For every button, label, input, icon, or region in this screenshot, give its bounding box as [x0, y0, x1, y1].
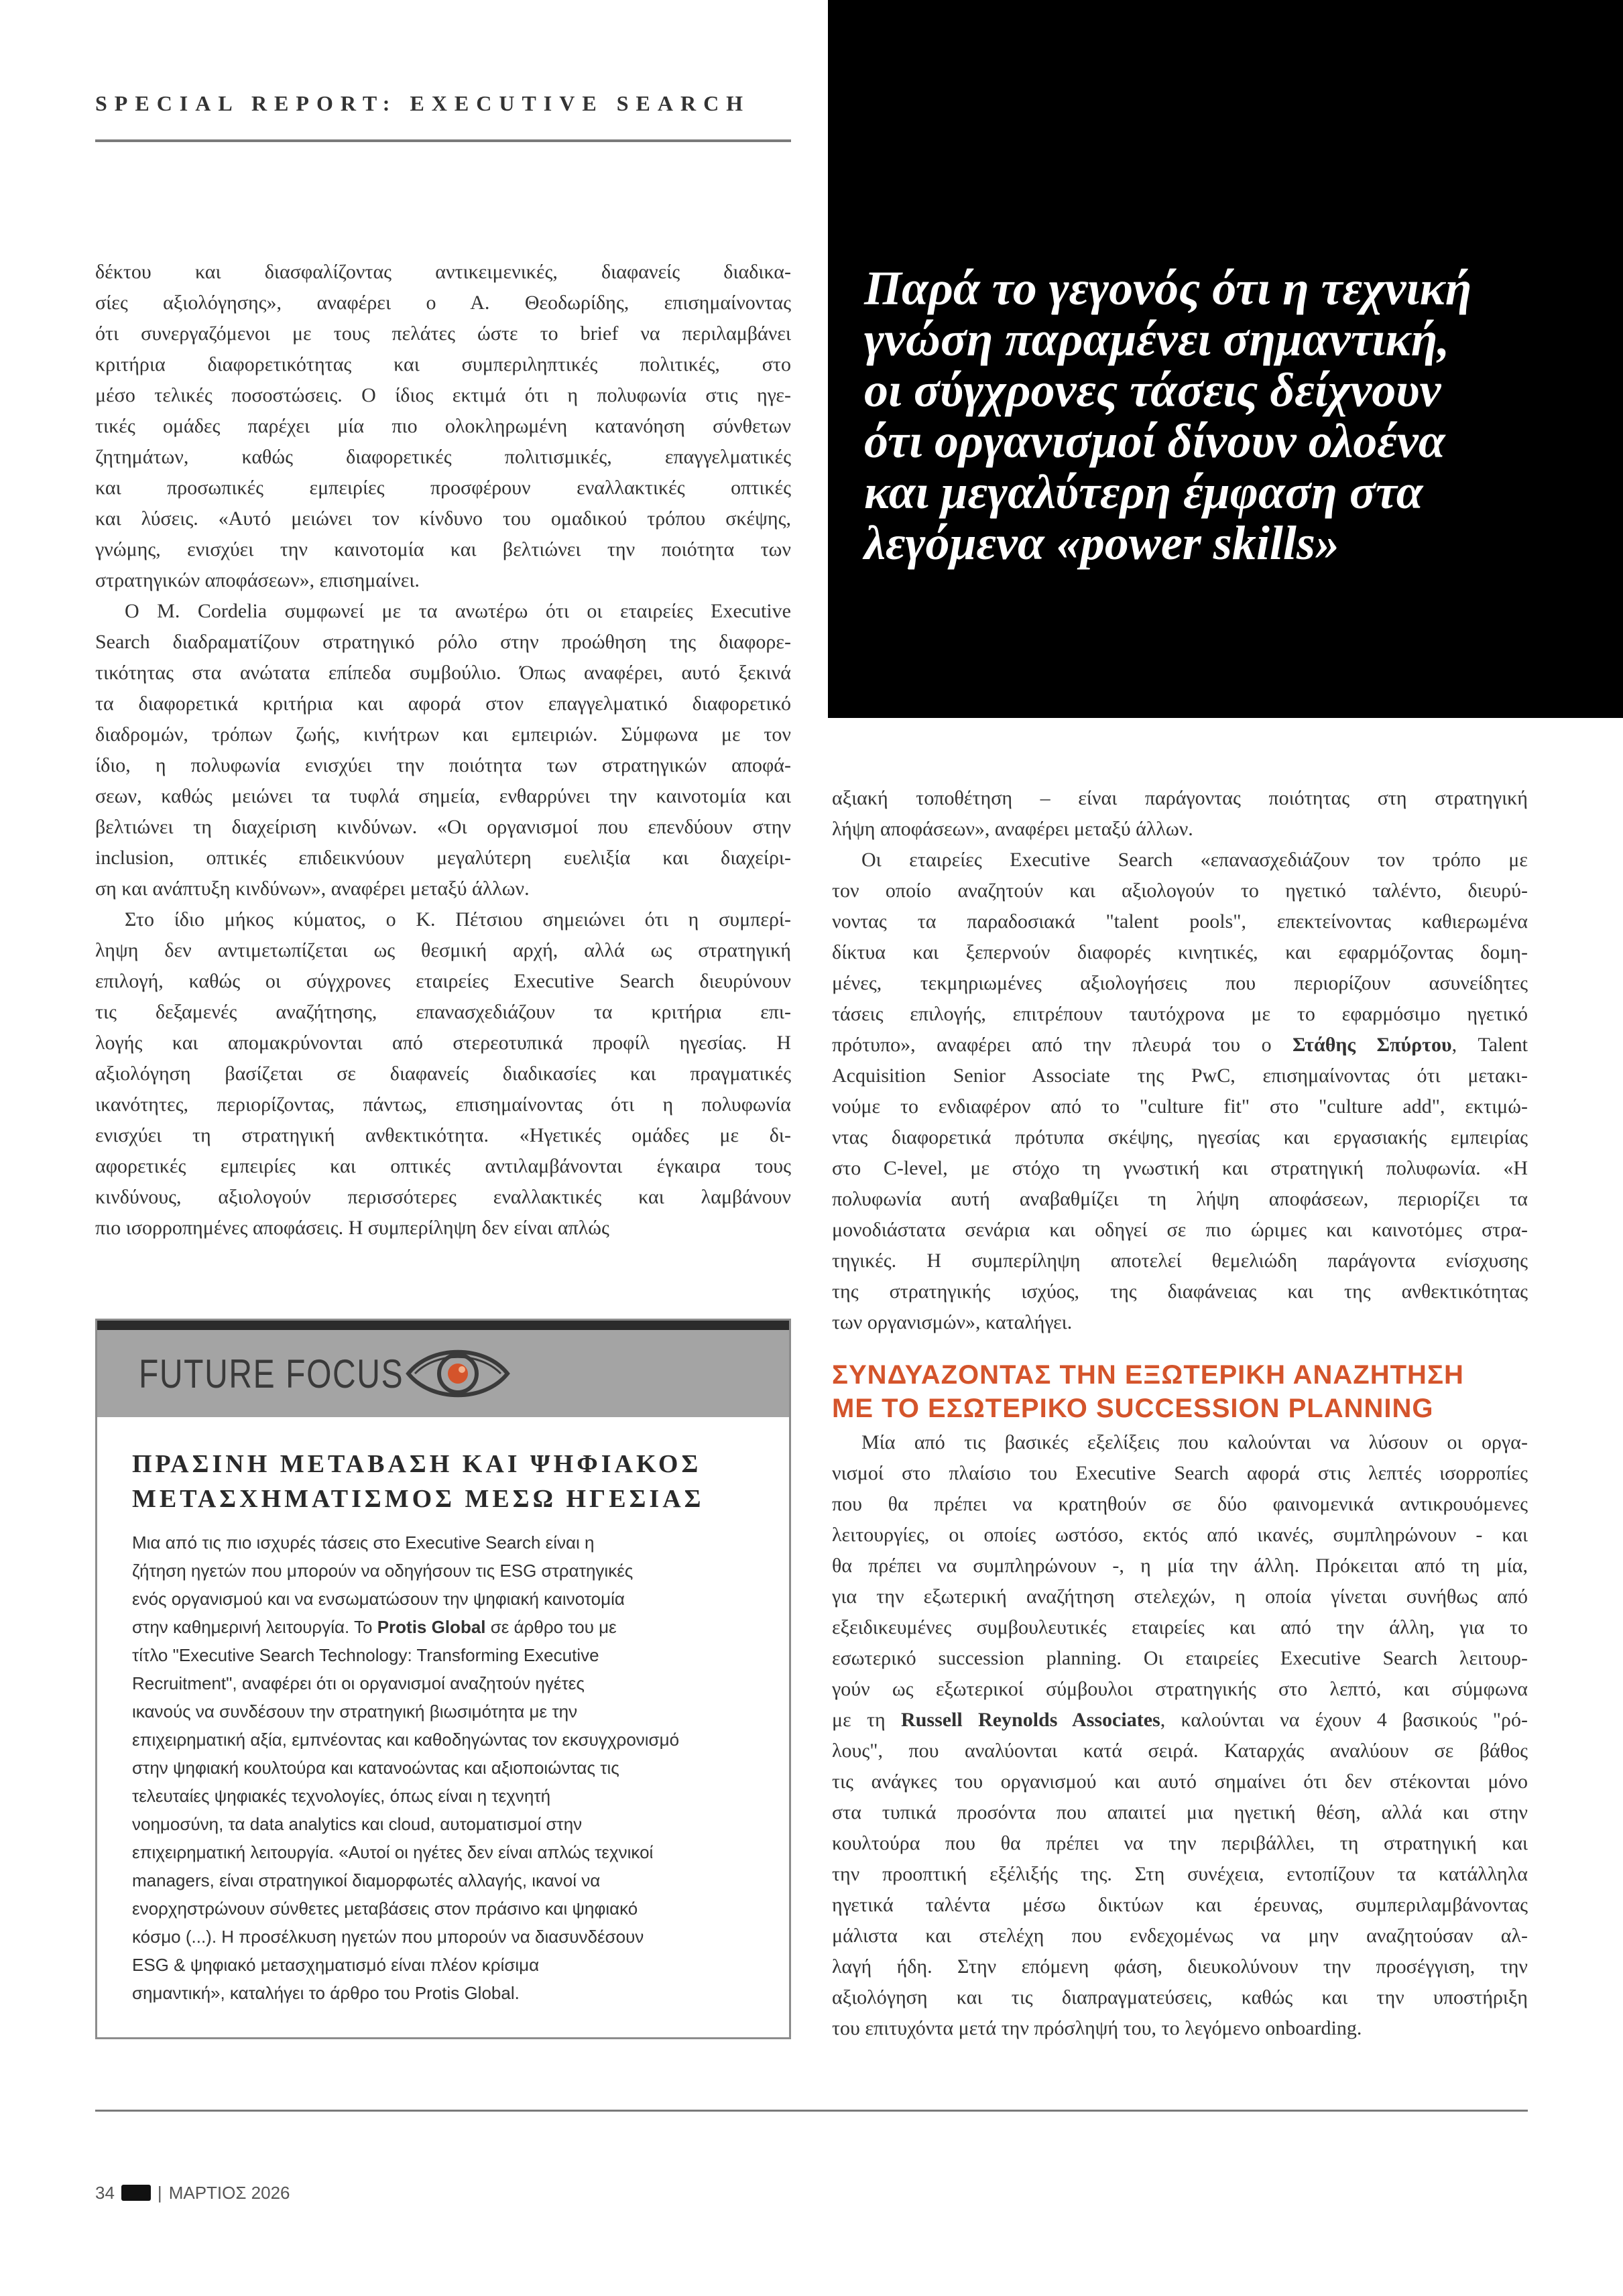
text-line: του επιτυχόντα μετά την πρόσληψή του, το λεγόμενο onboarding. — [832, 2017, 1362, 2039]
future-focus-text — [132, 1528, 762, 2007]
text-run: , Talent — [1451, 1034, 1528, 1056]
text-line: λογής και απομακρύνονται από στερεοτυπικά προφίλ ηγεσίας. Η — [95, 1032, 791, 1054]
text-line: επιχειρηματική αξία, εμπνέοντας και καθοδηγώντας τον εκσυγχρονισμό — [132, 1730, 680, 1750]
text-line: ενός οργανισμού και να ενσωματώσουν την ψηφιακή καινοτομία — [132, 1589, 625, 1609]
text-line: ντας διαφορετικά πρότυπα σκέψης, ηγεσίας και εργασιακής εμπειρίας — [832, 1126, 1528, 1148]
text-line: Ο Μ. Cordelia συμφωνεί με τα ανωτέρω ότι οι εταιρείες Executive — [125, 600, 791, 622]
text-line: των οργανισμών», καταλήγει. — [832, 1311, 1073, 1333]
text-line: ίδιο, η πολυφωνία ενισχύει την ποιότητα των στρατηγικών αποφά- — [95, 754, 791, 776]
text-line: managers, είναι στρατηγικοί διαμορφωτές αλλαγής, ικανοί να — [132, 1870, 601, 1890]
text-line: ESG & ψηφιακό μετασχηματισμό είναι πλέον κρίσιμα — [132, 1955, 540, 1975]
text-line: νισμοί στο πλαίσιο του Executive Search αφορά στις λεπτές ισορροπίες — [832, 1462, 1528, 1484]
future-focus-label: FUTURE FOCUS — [139, 1351, 404, 1396]
text-line: αξιολόγηση και τις διαπραγματεύσεις, καθώς και την υποστήριξη — [832, 1986, 1528, 2008]
text-line: που θα πρέπει να κρατηθούν σε δύο φαινομενικά αντικρουόμενες — [832, 1493, 1528, 1515]
text-line: πιο ισορροπημένες αποφάσεις. Η συμπερίληψη δεν είναι απλώς — [95, 1217, 609, 1239]
text-line — [832, 1705, 1528, 1736]
text-line: της στρατηγικής ισχύος, της διαφάνειας και της ανθεκτικότητας — [832, 1280, 1528, 1303]
text-line: ότι συνεργαζόμενοι με τους πελάτες ώστε το brief να περιλαμβάνει — [95, 322, 791, 345]
bold-name: Russell Reynolds Associates — [901, 1709, 1160, 1731]
text-line: Search διαδραματίζουν στρατηγικό ρόλο στην προώθηση της διαφορε- — [95, 631, 791, 653]
text-line: ενορχηστρώνουν σύνθετες μεταβάσεις στον πράσινο και ψηφιακό — [132, 1898, 638, 1919]
text-line: πολυφωνία αυτή αναβαθμίζει τη λήψη αποφάσεων, περιορίζει τα — [832, 1188, 1528, 1210]
text-line: εξειδικευμένες συμβουλευτικές εταιρείες και από την άλλη, για το — [832, 1616, 1528, 1638]
box-top-bar — [97, 1321, 789, 1330]
text-line: τίτλο "Executive Search Technology: Transforming Executive — [132, 1645, 599, 1665]
paragraph — [95, 596, 791, 904]
text-line: Μια από τις πιο ισχυρές τάσεις στο Executive Search είναι η — [132, 1532, 595, 1553]
text-line: Recruitment", αναφέρει ότι οι οργανισμοί αναζητούν ηγέτες — [132, 1673, 585, 1693]
text-line: τα διαφορετικά κριτήρια και αφορά στον επαγγελματικό διαφορετικό — [95, 692, 791, 715]
text-line: κριτήρια διαφορετικότητας και συμπεριληπτικές πολιτικές, στο — [95, 353, 791, 375]
text-line — [832, 1030, 1528, 1061]
pull-quote-line: οι σύγχρονες τάσεις δείχνουν — [864, 363, 1441, 417]
pull-quote-line: Παρά το γεγονός ότι η τεχνική — [864, 261, 1472, 315]
title-line: ΜΕΤΑΣΧΗΜΑΤΙΣΜΟΣ ΜΕΣΩ ΗΓΕΣΙΑΣ — [132, 1485, 705, 1513]
text-line: βελτιώνει τη διαχείριση κινδύνων. «Οι οργανισμοί που επενδύουν στην — [95, 816, 791, 838]
paragraph — [832, 1427, 1528, 2044]
text-line: σημαντική», καταλήγει το άρθρο του Protis Global. — [132, 1983, 520, 2003]
future-focus-header — [97, 1330, 789, 1417]
paragraph — [95, 904, 791, 1244]
text-line: επιχειρηματική λειτουργία. «Αυτοί οι ηγέτες δεν είναι απλώς τεχνικοί — [132, 1842, 654, 1862]
text-line: ικανότητες, περιορίζοντας, πάντως, επισημαίνοντας ότι η πολυφωνία — [95, 1093, 791, 1115]
text-line: τάσεις επιλογής, επιτρέπουν ταυτόχρονα με το εφαρμόσιμο ηγετικό — [832, 1003, 1528, 1025]
text-line: λαγή ήδη. Στην επόμενη φάση, διευκολύνουν την προσέγγιση, την — [832, 1955, 1528, 1978]
text-run: με τη — [832, 1709, 902, 1731]
text-line: λους", που αναλύονται κατά σειρά. Καταρχάς αναλύουν σε βάθος — [832, 1740, 1528, 1762]
text-line: στην ψηφιακή κουλτούρα και κατανοώντας και αξιοποιώντας τις — [132, 1758, 619, 1778]
title-line: ΠΡΑΣΙΝΗ ΜΕΤΑΒΑΣΗ ΚΑΙ ΨΗΦΙΑΚΟΣ — [132, 1450, 702, 1478]
eye-icon — [404, 1339, 512, 1408]
text-line: θα πρέπει να συμπληρώνουν -, η μία την άλλη. Πρόκειται από τη μία, — [832, 1555, 1528, 1577]
pull-quote-block — [828, 0, 1623, 718]
text-line: ζητημάτων, καθώς διαφορετικές πολιτισμικές, επαγγελματικές — [95, 446, 791, 468]
text-line: κόσμο (...). Η προσέλκυση ηγετών που μπορούν να διασυνδέσουν — [132, 1927, 644, 1947]
text-line: μένες, τεκμηριωμένες αξιολογήσεις που περιορίζουν ασυνείδητες — [832, 972, 1528, 994]
right-column-text — [832, 783, 1528, 1338]
text-line: σεων, καθώς μειώνει τα τυφλά σημεία, ενθαρρύνει την καινοτομία και — [95, 785, 791, 807]
pull-quote-line: και μεγαλύτερη έμφαση στα — [864, 465, 1423, 519]
text-line: ζήτηση ηγετών που μπορούν να οδηγήσουν τις ESG στρατηγικές — [132, 1561, 634, 1581]
text-line: ενισχύει τη στρατηγική ανθεκτικότητα. «Ηγετικές ομάδες με δι- — [95, 1124, 791, 1146]
text-line — [132, 1613, 762, 1641]
text-line: τις δεξαμενές αναζήτησης, επανασχεδιάζουν τα κριτήρια επι- — [95, 1001, 791, 1023]
text-line: για την εξωτερική αναζήτηση στελεχών, η οποία γίνεται συνήθως από — [832, 1585, 1528, 1608]
succession-text — [832, 1427, 1528, 2044]
text-line: ηγετικά ταλέντα μέσω δικτύων και έρευνας, συμπεριλαμβάνοντας — [832, 1894, 1528, 1916]
text-line: λειτουργίες, οι οποίες ωστόσο, εκτός από ικανές, συμπληρώνουν - και — [832, 1524, 1528, 1546]
pull-quote-line: λεγόμενα «power skills» — [864, 516, 1339, 570]
text-line: και προσωπικές εμπειρίες προσφέρουν εναλλακτικές οπτικές — [95, 477, 791, 499]
text-line: inclusion, οπτικές επιδεικνύουν μεγαλύτερη ευελιξία και διαχείρι- — [95, 847, 791, 869]
text-line: νούμε το ενδιαφέρον από το "culture fit" στο "culture add", εκτιμώ- — [832, 1095, 1528, 1117]
section-subheading — [832, 1358, 1543, 1425]
page-number: 34 — [95, 2182, 115, 2203]
text-line: εσωτερικό succession planning. Οι εταιρείες Executive Search λειτουρ- — [832, 1647, 1528, 1669]
bold-name: Στάθης Σπύρτου — [1292, 1034, 1452, 1056]
subheading-line: ΣΥΝΔΥΑΖΟΝΤΑΣ ΤΗΝ ΕΞΩΤΕΡΙΚΗ ΑΝΑΖΗΤΗΣΗ — [832, 1360, 1464, 1390]
text-line: γούν ως εξωτερικοί σύμβουλοι στρατηγικής στο λεπτό, και σύμφωνα — [832, 1678, 1528, 1700]
footer-rule — [95, 2110, 1528, 2112]
text-line: Acquisition Senior Associate της PwC, επισημαίνοντας ότι μετακι- — [832, 1065, 1528, 1087]
text-line: ληψη δεν αντιμετωπίζεται ως θεσμική αρχή, αλλά ως στρατηγική — [95, 939, 791, 961]
text-line: Μία από τις βασικές εξελίξεις που καλούνται να λύσουν οι οργα- — [861, 1431, 1528, 1453]
pull-quote-line: ότι οργανισμοί δίνουν ολοένα — [864, 414, 1445, 468]
text-line: αφορετικές εμπειρίες και οπτικές αντιλαμβάνονται έγκαιρα τους — [95, 1155, 791, 1177]
footer-separator: | — [157, 2182, 162, 2203]
text-line: κουλτούρα που θα πρέπει να την περιβάλλει, τη στρατηγική και — [832, 1832, 1528, 1854]
magazine-logo — [121, 2185, 151, 2201]
text-run: στην καθημερινή λειτουργία. Το — [132, 1617, 377, 1637]
issue-date: ΜΑΡΤΙΟΣ 2026 — [168, 2182, 290, 2203]
section-title: SPECIAL REPORT: EXECUTIVE SEARCH — [95, 91, 751, 115]
text-line: σίες αξιολόγησης», αναφέρει ο Α. Θεοδωρίδης, επισημαίνοντας — [95, 292, 791, 314]
text-line: Στο ίδιο μήκος κύματος, ο Κ. Πέτσιου σημειώνει ότι η συμπερί- — [125, 908, 791, 930]
text-run: πρότυπο», αναφέρει από την πλευρά του ο — [832, 1034, 1293, 1056]
future-focus-title — [132, 1447, 705, 1516]
text-run: , καλούνται να έχουν 4 βασικούς "ρό- — [1160, 1709, 1528, 1731]
text-line: ση και ανάπτυξη κινδύνων», αναφέρει μεταξύ άλλων. — [95, 878, 530, 900]
text-line: την προοπτική εξέλιξής της. Στη συνέχεια, εντοπίζουν τα κατάλληλα — [832, 1863, 1528, 1885]
bold-name: Protis Global — [377, 1617, 486, 1637]
text-line: και λύσεις. «Αυτό μειώνει τον κίνδυνο του ομαδικού τρόπου σκέψης, — [95, 507, 791, 530]
text-line: νοημοσύνη, τα data analytics και cloud, αυτοματισμοί στην — [132, 1814, 583, 1834]
text-line: στα τυπικά προσόντα που απαιτεί μια ηγετική θέση, αλλά και στην — [832, 1801, 1528, 1823]
page-footer — [95, 2182, 290, 2203]
text-line: διαδρομών, τρόπων ζωής, κινήτρων και εμπειριών. Σύμφωνα με τον — [95, 723, 791, 745]
text-line: μέσο τελικές ποσοστώσεις. Ο ίδιος εκτιμά ότι η πολυφωνία στις ηγε- — [95, 384, 791, 406]
text-line: γνώμης, ενισχύει την καινοτομία και βελτιώνει την ποιότητα των — [95, 538, 791, 560]
text-line: στο C-level, με στόχο τη γνωστική και στρατηγική πολυφωνία. «Η — [832, 1157, 1528, 1179]
text-line: κινδύνους, αξιολογούν περισσότερες εναλλακτικές και λαμβάνουν — [95, 1186, 791, 1208]
paragraph — [95, 257, 791, 596]
text-line: ικανούς να συνδέσουν την στρατηγική βιωσιμότητα με την — [132, 1701, 578, 1721]
text-line: μονοδιάστατα σενάρια και οδηγεί σε πιο ώριμες και καινοτόμες στρα- — [832, 1219, 1528, 1241]
text-line: Οι εταιρείες Executive Search «επανασχεδιάζουν τον τρόπο με — [861, 849, 1528, 871]
header-rule — [95, 139, 791, 142]
text-line: μάλιστα και στελέχη που ενδεχομένως να μην αναζητούσαν αλ- — [832, 1925, 1528, 1947]
text-line: δέκτου και διασφαλίζοντας αντικειμενικές, διαφανείς διαδικα- — [95, 261, 791, 283]
text-line: λήψη αποφάσεων», αναφέρει μεταξύ άλλων. — [832, 818, 1193, 840]
text-line: τις ανάγκες του οργανισμού και αυτό σημαίνει ότι δεν στέκονται μόνο — [832, 1770, 1528, 1793]
text-line: αξιακή τοποθέτηση – είναι παράγοντας ποιότητας στη στρατηγική — [832, 787, 1528, 809]
text-line: τηγικές. Η συμπερίληψη αποτελεί θεμελιώδη παράγοντα ενίσχυσης — [832, 1250, 1528, 1272]
paragraph — [132, 1528, 762, 2007]
future-focus-box — [95, 1319, 791, 2039]
text-run: σε άρθρο του με — [485, 1617, 617, 1637]
pull-quote-line: γνώση παραμένει σημαντική, — [864, 312, 1450, 366]
text-line: τικότητας στα ανώτατα επίπεδα συμβούλιο. Όπως αναφέρει, αυτό ξεκινά — [95, 662, 791, 684]
text-line: νοντας τα παραδοσιακά "talent pools", επεκτείνοντας καθιερωμένα — [832, 910, 1528, 932]
paragraph — [832, 845, 1528, 1338]
pull-quote — [864, 263, 1608, 568]
paragraph — [832, 783, 1528, 845]
text-line: δίκτυα και ξεπερνούν διαφορές κινητικές, και εφαρμόζοντας δομη- — [832, 941, 1528, 963]
text-line: τον οποίο αναζητούν και αξιολογούν το ηγετικό ταλέντο, διευρύ- — [832, 880, 1528, 902]
left-column-text — [95, 257, 791, 1244]
text-line: τικές ομάδες παρέχει μία πιο ολοκληρωμένη κατανόηση σύνθετων — [95, 415, 791, 437]
subheading-line: ΜΕ ΤΟ ΕΣΩΤΕΡΙΚΟ SUCCESSION PLANNING — [832, 1394, 1434, 1423]
text-line: στρατηγικών αποφάσεων», επισημαίνει. — [95, 569, 420, 591]
text-line: τελευταίες ψηφιακές τεχνολογίες, όπως είναι η τεχνητή — [132, 1786, 551, 1806]
text-line: επιλογή, καθώς οι σύγχρονες εταιρείες Executive Search διευρύνουν — [95, 970, 791, 992]
text-line: αξιολόγηση βασίζεται σε διαφανείς διαδικασίες και πραγματικές — [95, 1063, 791, 1085]
